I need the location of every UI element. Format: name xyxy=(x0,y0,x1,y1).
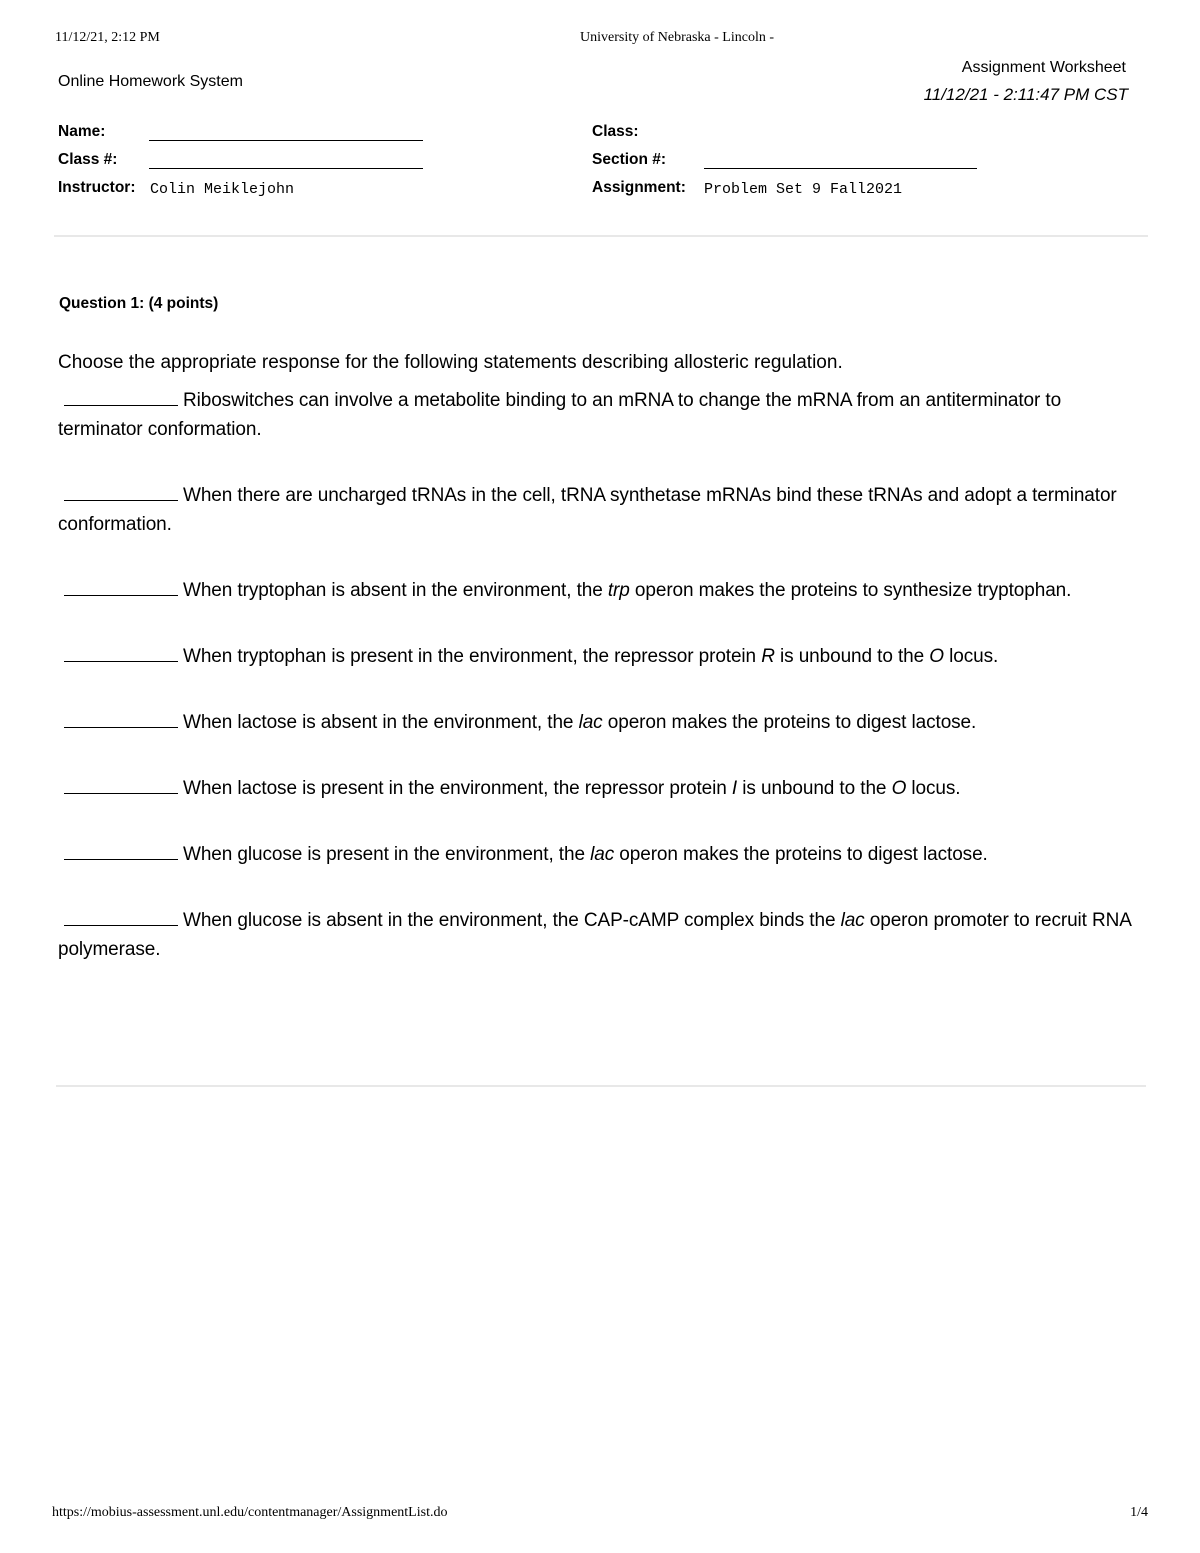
statement-text: When tryptophan is absent in the environment, the xyxy=(183,580,608,601)
worksheet-timestamp: 11/12/21 - 2:11:47 PM CST xyxy=(923,85,1128,104)
statement-text: Riboswitches can involve a metabolite binding to an mRNA to change the mRNA from an antiterminator to terminator conformation. xyxy=(58,390,1062,440)
answer-blank[interactable] xyxy=(64,843,178,860)
gene-term: lac xyxy=(840,910,865,931)
assignment-label: Assignment: xyxy=(592,179,686,196)
statement-text: operon makes the proteins to digest lactose. xyxy=(614,844,988,865)
statement-text: When glucose is absent in the environment, the CAP-cAMP complex binds the xyxy=(183,910,841,931)
statement-item xyxy=(58,708,1138,737)
name-label: Name: xyxy=(58,123,106,140)
statement-text: operon makes the proteins to digest lactose. xyxy=(602,712,977,733)
gene-term: R xyxy=(761,646,775,667)
gene-term: I xyxy=(731,778,738,799)
gene-term: lac xyxy=(590,844,615,865)
statement-text: When there are uncharged tRNAs in the cell, tRNA synthetase mRNAs bind these tRNAs and adopt a terminator conformation. xyxy=(58,485,1117,535)
statement-text: When glucose is present in the environment, the xyxy=(183,844,591,865)
name-field-line xyxy=(149,139,423,141)
statement-item xyxy=(58,906,1138,964)
gene-term: O xyxy=(929,646,944,667)
statement-text: When tryptophan is present in the environment, the repressor protein xyxy=(183,646,762,667)
statement-text: is unbound to the xyxy=(774,646,930,667)
statement-text: locus. xyxy=(906,778,961,799)
statement-item xyxy=(58,840,1138,869)
answer-blank[interactable] xyxy=(64,711,178,728)
assignment-value: Problem Set 9 Fall2021 xyxy=(704,181,903,198)
print-datetime: 11/12/21, 2:12 PM xyxy=(55,30,160,45)
gene-term: lac xyxy=(578,712,603,733)
statement-text: locus. xyxy=(943,646,999,667)
class-number-field-line xyxy=(149,167,423,169)
statement-text: is unbound to the xyxy=(737,778,892,799)
statement-item xyxy=(58,386,1138,444)
statement-item xyxy=(58,481,1138,539)
answer-blank[interactable] xyxy=(64,777,178,794)
page-url: https://mobius-assessment.unl.edu/contentmanager/AssignmentList.do xyxy=(52,1505,448,1520)
question-divider xyxy=(56,1085,1146,1087)
answer-blank[interactable] xyxy=(64,645,178,662)
class-label: Class: xyxy=(592,123,639,140)
section-field-line xyxy=(704,167,977,169)
statement-text: operon makes the proteins to synthesize tryptophan. xyxy=(629,580,1072,601)
instructor-label: Instructor: xyxy=(58,179,136,196)
statement-item xyxy=(58,774,1138,803)
system-name: Online Homework System xyxy=(58,73,243,90)
answer-blank[interactable] xyxy=(64,909,178,926)
question-prompt: Choose the appropriate response for the following statements describing allosteric regulation. xyxy=(58,352,843,373)
section-label: Section #: xyxy=(592,151,667,168)
class-number-label: Class #: xyxy=(58,151,118,168)
answer-blank[interactable] xyxy=(64,484,178,501)
header-divider xyxy=(54,235,1148,237)
answer-blank[interactable] xyxy=(64,389,178,406)
worksheet-label: Assignment Worksheet xyxy=(961,59,1126,76)
statement-text: When lactose is present in the environment, the repressor protein xyxy=(183,778,732,799)
answer-blank[interactable] xyxy=(64,579,178,596)
question-title: Question 1: (4 points) xyxy=(59,295,219,312)
gene-term: trp xyxy=(607,580,630,601)
statement-item xyxy=(58,642,1138,671)
print-institution: University of Nebraska - Lincoln - xyxy=(580,30,774,45)
instructor-value: Colin Meiklejohn xyxy=(150,181,295,198)
gene-term: O xyxy=(891,778,907,799)
statement-list xyxy=(58,386,1138,1001)
statement-text: When lactose is absent in the environment, the xyxy=(183,712,579,733)
statement-item xyxy=(58,576,1138,605)
statement-text: operon promoter to recruit RNA polymerase. xyxy=(58,910,1131,960)
page-number: 1/4 xyxy=(1130,1505,1148,1520)
